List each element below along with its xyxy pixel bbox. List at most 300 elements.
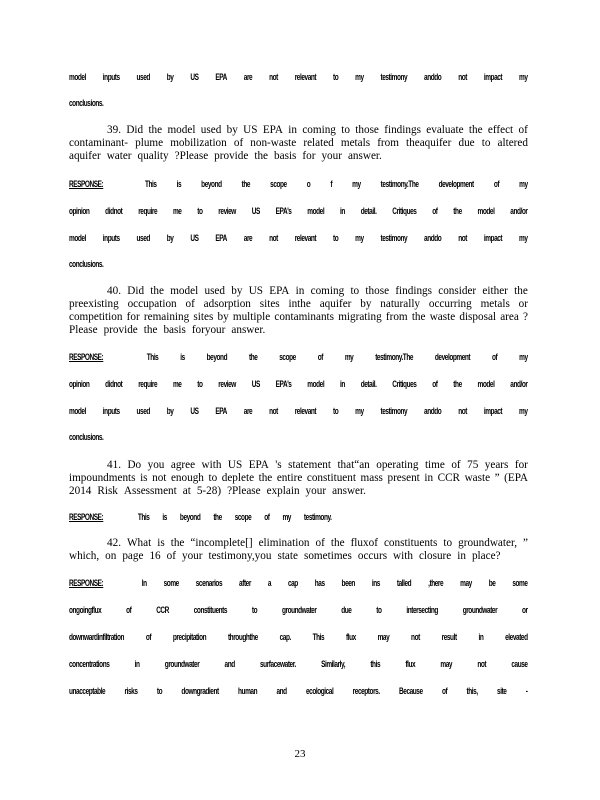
word: your — [305, 485, 327, 497]
word: not — [269, 233, 278, 243]
word: US — [251, 379, 260, 389]
word: require — [138, 379, 158, 389]
word: from — [385, 311, 408, 323]
word: beyond — [179, 512, 201, 522]
word: model — [69, 406, 86, 416]
question-line — [69, 324, 528, 336]
word: elevated — [505, 632, 528, 642]
word: conclusions. — [69, 432, 104, 442]
word: at — [182, 485, 191, 497]
word: relevant — [294, 72, 317, 82]
word: adsorption — [203, 298, 251, 310]
word: conclusions. — [69, 98, 104, 108]
word: inputs — [102, 72, 120, 82]
word: used — [200, 124, 222, 136]
word: US — [190, 72, 199, 82]
word: evaluate — [426, 124, 464, 136]
word: findings — [395, 285, 432, 297]
word: of — [166, 550, 176, 562]
word: altered — [497, 137, 528, 149]
word: naturally — [380, 298, 421, 310]
word: constituents — [193, 605, 228, 615]
word: cap. — [279, 632, 291, 642]
word: some — [512, 578, 528, 588]
word: has — [314, 578, 325, 588]
word: ? — [523, 311, 528, 323]
word: flux — [405, 659, 416, 669]
word: explain — [266, 485, 300, 497]
word: Because — [399, 686, 423, 696]
word: anddo — [424, 233, 442, 243]
word: and — [224, 659, 235, 669]
word: you — [147, 459, 165, 471]
word: the — [411, 311, 426, 323]
word: used — [136, 72, 150, 82]
word: Did — [127, 285, 145, 297]
word: fluxof — [350, 537, 378, 549]
response-line — [69, 98, 528, 108]
word: to — [156, 686, 163, 696]
word: ecological — [305, 686, 334, 696]
word: of — [317, 352, 323, 362]
word: not — [411, 632, 420, 642]
word: scenarios — [195, 578, 223, 588]
word: constituent — [306, 472, 356, 484]
word: plume — [135, 137, 164, 149]
word: 42. — [107, 537, 121, 549]
word: 75 — [467, 459, 479, 471]
word: effect — [487, 124, 514, 136]
word: model — [307, 206, 325, 216]
word: to — [376, 605, 382, 615]
word: in — [295, 285, 305, 297]
word: those — [365, 285, 390, 297]
word: provide — [214, 150, 249, 162]
response-line — [69, 632, 528, 642]
word: present — [387, 472, 420, 484]
word: may — [377, 632, 390, 642]
word: for — [302, 150, 316, 162]
response-line — [69, 432, 528, 442]
word: your — [181, 550, 203, 562]
word: testimony — [380, 406, 408, 416]
word: of — [126, 605, 132, 615]
word: ” — [494, 472, 500, 484]
word: This — [144, 179, 157, 189]
word: ?Please — [227, 485, 261, 497]
question-line — [69, 311, 528, 323]
word: in — [424, 472, 434, 484]
word: coming — [302, 124, 336, 136]
word: 16 — [149, 550, 161, 562]
question-line — [69, 150, 528, 162]
word: which, — [69, 550, 100, 562]
word: this — [370, 659, 381, 669]
word: CCR — [437, 472, 460, 484]
response-line — [69, 179, 528, 189]
word: relevant — [294, 406, 317, 416]
word: o — [306, 179, 311, 189]
word: my — [519, 352, 528, 362]
word: place? — [471, 550, 501, 562]
response-line — [69, 259, 528, 269]
word: impact — [483, 72, 503, 82]
word: Similarly, — [321, 659, 346, 669]
word: US — [251, 206, 260, 216]
word: receptors. — [352, 686, 380, 696]
word: US — [227, 459, 243, 471]
word: by — [166, 72, 174, 82]
word: consider — [438, 285, 477, 297]
word: testimony — [380, 233, 408, 243]
word: used — [136, 233, 150, 243]
word: ,there — [428, 578, 444, 588]
word: on — [105, 550, 117, 562]
response-line — [69, 686, 528, 696]
word: human — [238, 686, 258, 696]
question-line — [69, 124, 528, 136]
word: ongoingflux — [69, 605, 102, 615]
word: metals — [480, 298, 510, 310]
word: my — [519, 406, 528, 416]
word: model — [69, 72, 86, 82]
word: require — [138, 206, 158, 216]
word: this, — [466, 686, 478, 696]
response-line — [69, 512, 528, 522]
word: by — [166, 233, 174, 243]
word: is — [157, 537, 165, 549]
word: be — [488, 578, 496, 588]
word: enough — [170, 472, 204, 484]
word: aquifer — [69, 150, 101, 162]
question-line — [69, 137, 528, 149]
word: entire — [276, 472, 303, 484]
word: of — [185, 298, 195, 310]
word: mass — [360, 472, 383, 484]
word: opinion — [69, 379, 90, 389]
word: the — [453, 379, 462, 389]
word: the — [254, 150, 269, 162]
word: in — [340, 206, 345, 216]
word: Critiques — [392, 379, 417, 389]
word: answer. — [347, 150, 382, 162]
word: either — [482, 285, 508, 297]
word: is — [176, 179, 182, 189]
word: US — [190, 233, 199, 243]
word: scope — [234, 512, 252, 522]
word: due — [458, 137, 475, 149]
word: f — [330, 179, 333, 189]
word: water — [106, 150, 132, 162]
word: model — [307, 379, 325, 389]
word: the — [453, 206, 462, 216]
word: model — [477, 206, 495, 216]
word: my — [282, 512, 291, 522]
word: cap — [287, 578, 298, 588]
word: and/or — [510, 379, 528, 389]
word: deplete — [221, 472, 255, 484]
word: Please — [69, 324, 98, 336]
word: are — [243, 72, 253, 82]
word: beyond — [201, 179, 222, 189]
word: multiple — [232, 311, 271, 323]
word: findings — [384, 124, 421, 136]
word: my — [355, 233, 364, 243]
response-line — [69, 72, 528, 82]
word: impact — [483, 406, 503, 416]
word: didnot — [105, 206, 123, 216]
word: not — [458, 233, 467, 243]
word: detail. — [360, 379, 377, 389]
word: surfacewater. — [260, 659, 296, 669]
word: used — [204, 285, 225, 297]
word: Did — [126, 124, 144, 136]
word: relevant — [294, 233, 317, 243]
word: This — [312, 632, 325, 642]
word: to — [332, 72, 339, 82]
word: downwardinfiltration — [69, 632, 125, 642]
word: for — [126, 311, 140, 323]
word: provide — [103, 324, 138, 336]
question-line — [69, 550, 528, 562]
word: are — [243, 233, 253, 243]
word: in — [478, 632, 484, 642]
word: contaminants — [274, 311, 335, 323]
word: result — [441, 632, 457, 642]
word: testimony — [380, 72, 408, 82]
word: testimony.The — [380, 179, 419, 189]
word: to — [332, 406, 339, 416]
response-label: RESPONSE: — [69, 352, 104, 362]
word: some — [163, 578, 179, 588]
word: testimony. — [303, 512, 332, 522]
word: the — [143, 324, 158, 336]
word: Assessment — [123, 485, 177, 497]
word: competition — [69, 311, 123, 323]
word: answer. — [332, 485, 366, 497]
word: didnot — [105, 379, 123, 389]
word: metals — [340, 137, 371, 149]
word: EPA — [215, 233, 227, 243]
word: operating — [376, 459, 419, 471]
word: groundwater — [462, 605, 498, 615]
word: EPA — [269, 285, 290, 297]
word: review — [218, 206, 236, 216]
word: related — [303, 137, 334, 149]
word: EPA — [215, 406, 227, 416]
word: your — [321, 150, 342, 162]
word: What — [127, 537, 152, 549]
word: Do — [127, 459, 142, 471]
word: from — [377, 137, 399, 149]
word: answer. — [231, 324, 266, 336]
word: of — [315, 537, 325, 549]
word: This — [146, 352, 159, 362]
word: risks — [124, 686, 138, 696]
response-line — [69, 233, 528, 243]
word: Risk — [97, 485, 118, 497]
word: is — [140, 472, 148, 484]
word: ?Please — [174, 150, 209, 162]
question-line — [69, 485, 528, 497]
word: is — [180, 352, 185, 362]
word: coming — [310, 285, 345, 297]
word: This — [137, 512, 150, 522]
word: the — [258, 472, 273, 484]
word: to — [481, 137, 491, 149]
question-line — [69, 298, 528, 310]
word: state — [277, 550, 298, 562]
word: unacceptable — [69, 686, 106, 696]
word: 40. — [107, 285, 121, 297]
response-label: RESPONSE: — [69, 578, 104, 588]
word: to — [197, 379, 203, 389]
word: not — [152, 472, 167, 484]
word: my — [355, 72, 364, 82]
word: agree — [170, 459, 196, 471]
word: intersecting — [406, 605, 438, 615]
word: groundwater — [281, 605, 317, 615]
word: theaquifer — [406, 137, 452, 149]
word: basis — [163, 324, 186, 336]
word: sites — [259, 298, 280, 310]
word: those — [355, 124, 379, 136]
word: testimony,you — [208, 550, 272, 562]
word: of — [432, 206, 438, 216]
word: of — [493, 179, 500, 189]
word: elimination — [258, 537, 310, 549]
question-line — [69, 537, 528, 549]
word: ins — [371, 578, 380, 588]
word: quality — [137, 150, 169, 162]
word: in — [288, 124, 297, 136]
word: model — [477, 379, 495, 389]
word: concentrations — [69, 659, 110, 669]
word: the — [213, 512, 222, 522]
word: inthe — [288, 298, 311, 310]
word: contaminant- — [69, 137, 129, 149]
word: “incomplete[] — [190, 537, 253, 549]
word: with — [201, 459, 222, 471]
response-line — [69, 206, 528, 216]
word: the — [148, 124, 163, 136]
word: foryour — [191, 324, 226, 336]
word: are — [243, 406, 253, 416]
word: occupation — [127, 298, 177, 310]
word: the — [514, 285, 528, 297]
word: been — [341, 578, 355, 588]
word: for — [514, 459, 528, 471]
word: Critiques — [392, 206, 417, 216]
word: may — [460, 578, 472, 588]
word: US — [190, 406, 199, 416]
word: me — [172, 206, 182, 216]
word: by — [166, 406, 174, 416]
word: area — [500, 311, 519, 323]
word: by — [231, 285, 243, 297]
word: impoundments — [69, 472, 136, 484]
word: preexisting — [69, 298, 119, 310]
word: remaining — [143, 311, 190, 323]
word: 5-28) — [196, 485, 222, 497]
word: me — [172, 379, 182, 389]
word: my — [355, 406, 364, 416]
response-line — [69, 352, 528, 362]
word: of — [441, 686, 448, 696]
word: basis — [274, 150, 297, 162]
word: the — [150, 285, 164, 297]
word: to — [332, 233, 339, 243]
word: sometimes — [303, 550, 352, 562]
word: detail. — [360, 206, 377, 216]
word: inputs — [102, 233, 120, 243]
word: by — [360, 298, 372, 310]
word: that“an — [337, 459, 370, 471]
word: in — [134, 659, 140, 669]
word: occurs — [357, 550, 388, 562]
word: flux — [346, 632, 356, 642]
word: closure — [418, 550, 452, 562]
word: cause — [511, 659, 528, 669]
word: not — [458, 72, 467, 82]
word: of — [451, 459, 461, 471]
word: by — [226, 124, 238, 136]
word: In — [141, 578, 147, 588]
word: and/or — [510, 206, 528, 216]
word: 41. — [107, 459, 121, 471]
word: of — [432, 379, 438, 389]
word: precipitation — [172, 632, 207, 642]
word: opinion — [69, 206, 90, 216]
word: EPA — [215, 72, 227, 82]
word: CCR — [156, 605, 169, 615]
word: EPA — [262, 124, 283, 136]
word: impact — [483, 233, 503, 243]
word: a — [267, 578, 272, 588]
word: occurring — [428, 298, 472, 310]
word: to — [443, 537, 453, 549]
word: by — [217, 311, 229, 323]
word: review — [218, 379, 236, 389]
response-line — [69, 379, 528, 389]
word: beyond — [206, 352, 228, 362]
word: used — [136, 406, 150, 416]
word: not — [269, 406, 278, 416]
word: US — [248, 285, 264, 297]
word: of — [492, 352, 498, 362]
word: groundwater, — [458, 537, 518, 549]
word: conclusions. — [69, 259, 104, 269]
word: with — [393, 550, 413, 562]
word: development — [438, 179, 474, 189]
response-line — [69, 406, 528, 416]
word: anddo — [424, 406, 442, 416]
word: (EPA — [504, 472, 528, 484]
word: disposal — [459, 311, 497, 323]
word: due — [341, 605, 352, 615]
word: waste — [464, 472, 491, 484]
word: EPA's — [275, 206, 292, 216]
response-line — [69, 605, 528, 615]
word: site — [497, 686, 507, 696]
word: anddo — [424, 72, 442, 82]
word: development — [434, 352, 471, 362]
word: of — [518, 124, 528, 136]
word: my — [519, 179, 528, 189]
word: not — [477, 659, 487, 669]
word: the — [468, 124, 483, 136]
word: model — [170, 285, 199, 297]
